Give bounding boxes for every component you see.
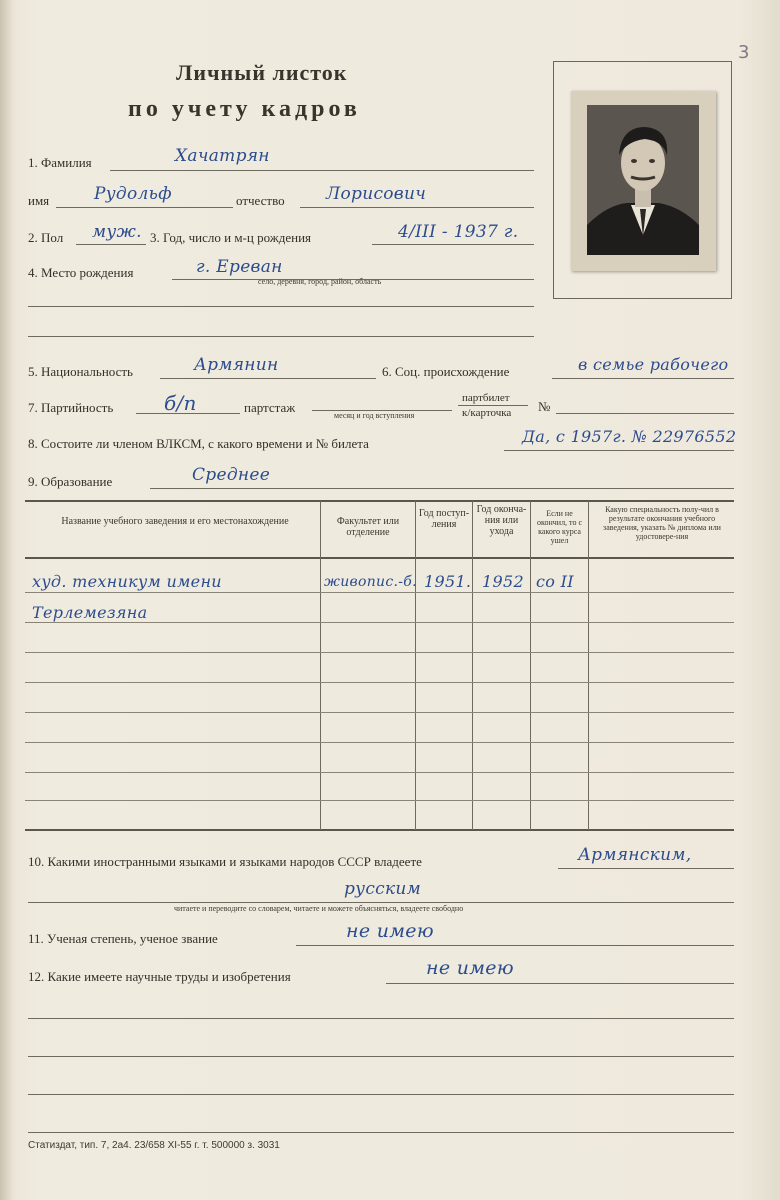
header-institution: Название учебного заведения и его местонахождение [61, 516, 289, 527]
nationality-value: Армянин [194, 355, 279, 375]
birthplace-hint: село, деревня, город, район, область [258, 277, 382, 286]
birth-value: 4/III - 1937 г. [398, 222, 519, 242]
origin-label: 6. Соц. происхождение [382, 364, 510, 379]
course-cell: со II [536, 572, 574, 591]
institution-line2: Терлемезяна [32, 603, 148, 622]
name-label: имя [28, 193, 50, 208]
photo [571, 91, 716, 271]
languages-hint: читаете и переводите со словарем, читаете и можете объясняться, владеете свободно [174, 904, 464, 913]
birth-label: 3. Год, число и м-ц рождения [150, 230, 312, 245]
faculty-cell: живопис.-б. [324, 574, 417, 590]
komsomol-value: Да, с 1957г. № 22976552 [522, 427, 737, 446]
birthplace-label: 4. Место рождения [28, 265, 134, 280]
sex-value: муж. [92, 222, 142, 242]
form-title: Личный листок [176, 60, 348, 85]
partbilet-label: партбилет [462, 392, 510, 404]
print-note: Статиздат, тип. 7, 2а4. 23/658 XI-55 г. т. 500000 з. 3031 [28, 1140, 280, 1151]
name-value: Рудольф [94, 184, 172, 204]
surname-label: 1. Фамилия [28, 155, 92, 170]
page-number: 3 [738, 42, 750, 63]
languages-value-2: русским [344, 879, 422, 899]
education-label: 9. Образование [28, 474, 113, 489]
party-value: б/п [164, 391, 197, 415]
institution-line1: худ. техникум имени [32, 572, 222, 591]
partstazh-label: партстаж [244, 400, 296, 415]
sex-label: 2. Пол [28, 230, 64, 245]
kartochka-label: к/карточка [462, 407, 512, 419]
party-label: 7. Партийность [28, 400, 114, 415]
degree-value: не имею [346, 920, 434, 942]
year-start-cell: 1951. [424, 572, 472, 591]
portrait-photo [587, 105, 699, 255]
education-value: Среднее [192, 465, 271, 485]
degree-label: 11. Ученая степень, ученое звание [28, 931, 218, 946]
partstazh-hint: месяц и год вступления [334, 411, 415, 420]
form-subtitle: по учету кадров [128, 96, 361, 122]
komsomol-label: 8. Состоите ли членом ВЛКСМ, с какого времени и № билета [28, 436, 369, 451]
nationality-label: 5. Национальность [28, 364, 133, 379]
year-end-cell: 1952 [482, 572, 524, 591]
languages-value-1: Армянским, [578, 845, 692, 865]
birthplace-value: г. Ереван [196, 257, 283, 277]
origin-value: в семье рабочего [578, 355, 729, 374]
patronymic-label: отчество [236, 193, 285, 208]
languages-label: 10. Какими иностранными языками и языками народов СССР владеете [28, 854, 422, 869]
header-course: Если не окончил, то с какого курса ушел [537, 509, 582, 545]
number-sign: № [538, 399, 551, 414]
surname-value: Хачатрян [175, 146, 270, 166]
header-year-start: Год поступ-ления [418, 508, 470, 530]
works-label: 12. Какие имеете научные труды и изобретения [28, 969, 291, 984]
works-value: не имею [426, 957, 514, 979]
patronymic-value: Лорисович [326, 184, 427, 204]
header-year-end: Год оконча-ния или ухода [476, 504, 527, 537]
header-specialty: Какую специальность полу-чил в результате окончания учебного заведения, указать № диплома или удостовере-ния [603, 505, 721, 541]
header-faculty: Факультет или отделение [336, 516, 400, 538]
